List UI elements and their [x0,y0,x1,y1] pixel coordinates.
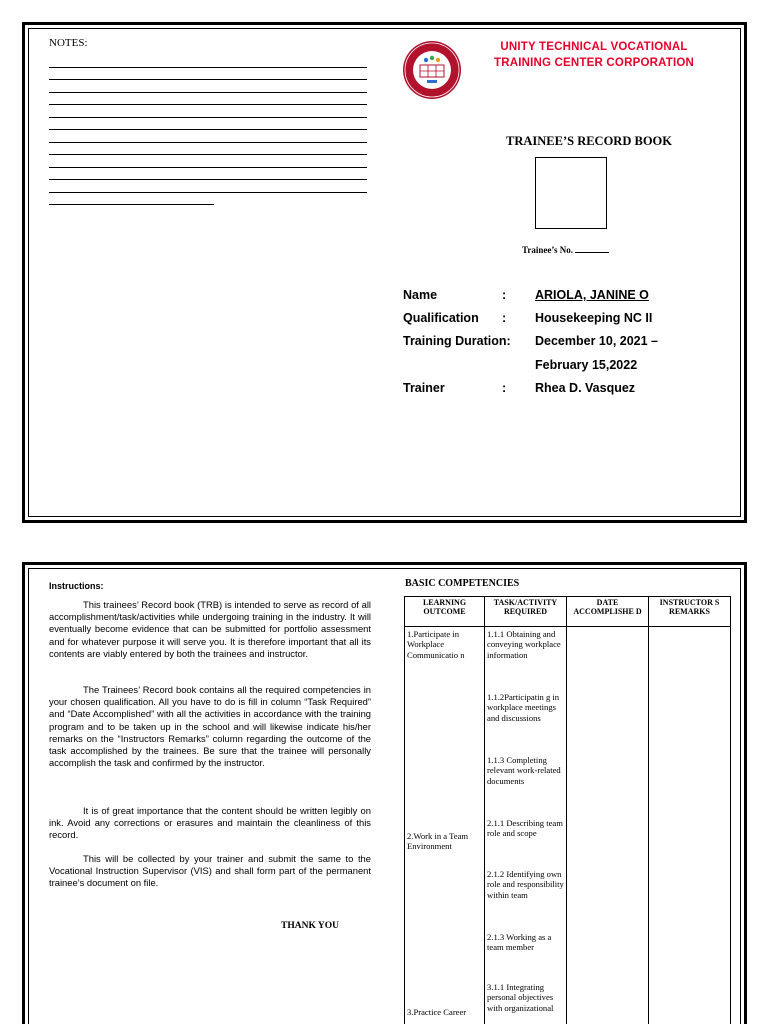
notes-label: NOTES: [49,37,88,49]
qualification-value: Housekeeping NC II [535,311,653,325]
date-accomplished-cell[interactable] [567,627,649,1024]
task-item: 1.1.1 Obtaining and conveying workplace information [487,629,561,660]
org-name-line: UNITY TECHNICAL VOCATIONAL [500,41,688,53]
learning-outcome: 3.Practice Career [407,1007,467,1017]
note-line [49,179,367,180]
table-row [405,627,731,1024]
book-title: TRAINEE’S RECORD BOOK [506,134,672,148]
note-line [49,192,367,193]
task-item: 2.1.1 Describing team role and scope [487,818,563,839]
duration-value-end: February 15,2022 [535,358,638,372]
instructions-paragraph: It is of great importance that the content should be written legibly on ink. Avoid any corrections or erasures and maintain the cleanliness of this record. [49,805,371,841]
instructions-inner-border [28,568,741,1024]
note-line [49,79,367,80]
note-line [49,92,367,93]
instructions-page [22,562,747,1024]
task-item: 2.1.3 Working as a team member [487,932,552,953]
learning-outcome-cell [405,627,485,1024]
instructions-paragraph: This will be collected by your trainer and submit the same to the Vocational Instruction Supervisor (VIS) and shall form part of the permanent trainee’s document on file. [49,853,371,889]
note-line [49,204,214,205]
basic-competencies-heading: BASIC COMPETENCIES [405,578,520,589]
qualification-colon: : [502,311,507,325]
column-header-instructor-remarks: INSTRUCTOR S REMARKS [649,597,731,627]
note-line [49,129,367,130]
task-item: 1.1.3 Completing relevant work-related documents [487,755,561,786]
duration-value-start: December 10, 2021 – [535,334,659,348]
trainee-number [522,245,609,255]
trainer-label: Trainer [403,381,445,395]
task-cell [485,627,567,1024]
name-label: Name [403,288,438,302]
trainee-number-label: Trainee’s No. [522,245,573,255]
task-item: 2.1.2 Identifying own role and responsibility within team [487,869,564,900]
table-header-row [405,597,731,627]
note-line [49,117,367,118]
column-header-date-accomplished: DATE ACCOMPLISHE D [567,597,649,627]
name-colon: : [502,288,507,302]
instructions-paragraph: The Trainees’ Record book contains all the required competencies in your chosen qualification. All you have to do is fill in column “Task Required” and “Date Accomplished” with all the activities in accordance with the training program and to be taken up in the school and will likewise indicate his/her remarks on the “Instructors Remarks” column regarding the outcome of the task accomplished by the trainees. Be sure that the trainee will personally accomplish the task and confirmed by the instructor. [49,684,371,769]
note-line [49,167,367,168]
learning-outcome: 2.Work in a Team Environment [407,831,469,852]
thank-you: THANK YOU [281,921,339,931]
note-line [49,67,367,68]
school-seal-logo [401,39,463,101]
instructions-paragraph: This trainees’ Record book (TRB) is intended to serve as record of all accomplishment/task/activities while undergoing training in the industry. It will eventually become evidence that can be submitted for portfolio assessment and for whatever purpose it will serve you. It is therefore important that all its contents are viably entered by both the trainees and instructor. [49,599,371,659]
duration-label: Training Duration: [403,334,511,348]
trainer-colon: : [502,381,507,395]
cover-page [22,22,747,523]
note-line [49,154,367,155]
task-item: 3.1.1 Integrating personal objectives with organizational [487,982,554,1013]
cover-inner-border [28,28,741,517]
column-header-task-required: TASK/ACTIVITY REQUIRED [485,597,567,627]
trainer-value: Rhea D. Vasquez [535,381,636,395]
name-value: ARIOLA, JANINE O [535,288,649,302]
org-name [474,39,714,71]
trainee-number-blank [575,245,609,253]
note-line [49,142,367,143]
instructor-remarks-cell[interactable] [649,627,731,1024]
learning-outcome: 1.Participate in Workplace Communicatio n [407,629,465,660]
note-line [49,104,367,105]
org-name-line: TRAINING CENTER CORPORATION [493,57,695,69]
qualification-label: Qualification [403,311,479,325]
competencies-table [404,596,731,1024]
photo-box [535,157,607,229]
instructions-heading: Instructions: [49,581,104,591]
task-item: 1.1.2Participatin g in workplace meetings and discussions [487,692,560,723]
column-header-learning-outcome: LEARNING OUTCOME [405,597,485,627]
